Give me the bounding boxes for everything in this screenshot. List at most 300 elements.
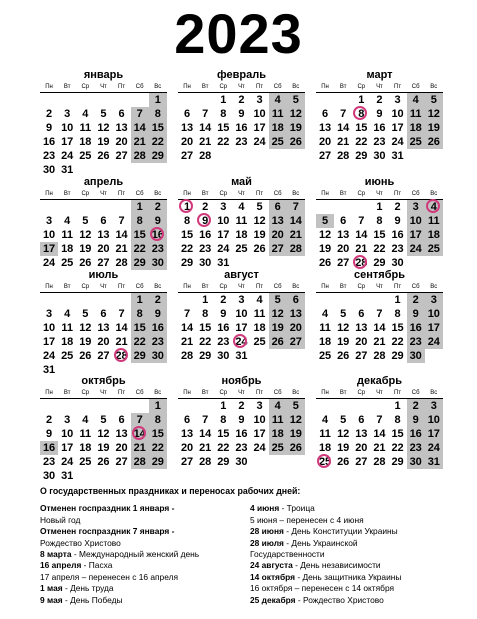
day-cell: 6 <box>358 414 365 426</box>
day-cell: 9 <box>407 413 425 427</box>
day-cell: 7 <box>202 414 209 426</box>
day-cell: 7 <box>358 215 365 227</box>
note-text: - День Украинской <box>283 537 358 548</box>
empty-cell <box>58 93 76 107</box>
weekday-label: Чт <box>376 390 383 396</box>
day-cell: 26 <box>79 350 92 362</box>
day-cell: 7 <box>184 308 191 320</box>
weekday-label: Пн <box>183 191 191 197</box>
day-cell: 20 <box>180 442 194 454</box>
day-cell: 9 <box>238 108 245 120</box>
day-cell: 13 <box>318 122 332 134</box>
day-cell: 25 <box>79 150 92 162</box>
day-cell: 10 <box>61 122 74 134</box>
day-cell: 14 <box>373 428 386 440</box>
weekday-label: Сб <box>135 284 144 290</box>
note-text: Новый год <box>40 514 81 525</box>
month-name: ноябрь <box>221 375 262 387</box>
day-cell: 25 <box>318 350 332 362</box>
day-cell: 23 <box>42 150 56 162</box>
empty-cell <box>196 93 214 107</box>
holiday-day-cell: 28 <box>352 256 370 270</box>
day-cell: 9 <box>376 108 383 120</box>
day-cell: 21 <box>199 442 212 454</box>
weekday-label: Ср <box>357 390 366 396</box>
day-cell: 17 <box>407 228 425 242</box>
day-cell: 21 <box>131 135 149 149</box>
day-cell: 7 <box>131 107 149 121</box>
day-cell: 27 <box>355 456 368 468</box>
day-cell: 23 <box>149 242 167 256</box>
note-line <box>250 560 460 571</box>
day-cell: 11 <box>269 107 287 121</box>
day-cell: 1 <box>376 201 383 213</box>
day-cell: 16 <box>235 122 248 134</box>
day-cell: 9 <box>238 414 245 426</box>
day-cell: 9 <box>46 122 53 134</box>
day-cell: 22 <box>149 441 167 455</box>
day-cell: 12 <box>337 322 350 334</box>
day-cell: 4 <box>322 308 329 320</box>
day-cell: 28 <box>180 350 194 362</box>
day-cell: 5 <box>287 399 305 413</box>
weekday-label: Ср <box>81 390 90 396</box>
month-block <box>178 268 305 363</box>
weekday-label: Пн <box>183 284 191 290</box>
day-cell: 27 <box>97 257 110 269</box>
day-cell: 12 <box>337 428 350 440</box>
weekday-label: Чт <box>238 284 245 290</box>
holiday-day-cell: 16 <box>149 228 167 242</box>
day-cell: 5 <box>340 308 347 320</box>
day-cell: 3 <box>64 108 71 120</box>
day-cell: 19 <box>425 121 443 135</box>
day-cell: 29 <box>149 455 167 469</box>
day-cell: 4 <box>256 294 263 306</box>
day-cell: 20 <box>355 442 368 454</box>
note-line <box>250 583 460 594</box>
note-text: - День независимости <box>292 560 381 571</box>
day-cell: 13 <box>337 229 350 241</box>
day-cell: 30 <box>391 257 404 269</box>
day-cell: 5 <box>340 414 347 426</box>
day-cell: 16 <box>149 321 167 335</box>
day-cell: 24 <box>391 136 404 148</box>
day-cell: 5 <box>82 308 89 320</box>
day-cell: 10 <box>407 214 425 228</box>
note-text: 16 октября – перенесен с 14 октября <box>250 583 395 594</box>
day-cell: 8 <box>394 414 401 426</box>
day-cell: 16 <box>407 321 425 335</box>
weekday-label: Вт <box>201 84 209 90</box>
day-cell: 12 <box>79 322 92 334</box>
day-grid <box>178 93 305 163</box>
weekday-header <box>40 82 167 93</box>
day-cell: 4 <box>64 215 71 227</box>
day-cell: 18 <box>269 427 287 441</box>
day-cell: 3 <box>425 293 443 307</box>
weekday-label: Вт <box>63 390 71 396</box>
day-cell: 8 <box>149 107 167 121</box>
weekday-label: Вт <box>339 390 347 396</box>
day-cell: 17 <box>40 242 58 256</box>
day-cell: 2 <box>238 94 245 106</box>
day-cell: 29 <box>131 349 149 363</box>
weekday-label: Пн <box>321 390 329 396</box>
day-cell: 1 <box>131 293 149 307</box>
day-cell: 21 <box>355 243 368 255</box>
month-block <box>40 268 167 377</box>
day-cell: 26 <box>97 456 110 468</box>
note-text: - Троица <box>279 503 315 514</box>
weekday-label: Пн <box>321 84 329 90</box>
day-cell: 14 <box>199 428 212 440</box>
month-name: май <box>231 176 252 188</box>
day-cell: 29 <box>199 350 212 362</box>
day-cell: 30 <box>149 349 167 363</box>
day-cell: 3 <box>238 294 245 306</box>
note-line <box>250 549 460 560</box>
weekday-header <box>178 82 305 93</box>
day-cell: 10 <box>235 308 248 320</box>
weekday-label: Пт <box>256 191 264 197</box>
weekday-label: Чт <box>238 84 245 90</box>
day-cell: 27 <box>180 456 194 468</box>
weekday-label: Чт <box>238 191 245 197</box>
empty-cell <box>131 93 149 107</box>
day-cell: 1 <box>394 294 401 306</box>
weekday-label: Вт <box>201 191 209 197</box>
day-cell: 3 <box>46 215 53 227</box>
day-cell: 2 <box>238 400 245 412</box>
notes-right-column <box>250 503 460 606</box>
note-text: - День защитника Украины <box>295 571 402 582</box>
day-cell: 11 <box>425 214 443 228</box>
weekday-label: Вс <box>154 84 162 90</box>
day-cell: 6 <box>118 414 125 426</box>
weekday-label: Чт <box>100 84 107 90</box>
note-text: Рождество Христово <box>40 537 121 548</box>
weekday-label: Вт <box>63 84 71 90</box>
day-cell: 13 <box>355 428 368 440</box>
day-cell: 6 <box>287 293 305 307</box>
weekday-label: Пт <box>394 284 402 290</box>
day-cell: 4 <box>238 201 245 213</box>
day-cell: 8 <box>220 414 227 426</box>
day-grid <box>40 93 167 177</box>
day-cell: 28 <box>131 149 149 163</box>
day-cell: 6 <box>269 200 287 214</box>
day-cell: 21 <box>373 336 386 348</box>
day-cell: 29 <box>355 150 368 162</box>
day-cell: 16 <box>217 322 230 334</box>
day-cell: 18 <box>269 121 287 135</box>
empty-cell <box>370 399 388 413</box>
notes-left-column <box>40 503 250 606</box>
empty-cell <box>352 293 370 307</box>
day-cell: 13 <box>115 428 128 440</box>
day-cell: 21 <box>115 243 128 255</box>
day-cell: 29 <box>180 257 194 269</box>
weekday-label: Вт <box>339 191 347 197</box>
holiday-day-cell: 25 <box>316 455 334 469</box>
weekday-header <box>40 189 167 200</box>
day-cell: 25 <box>269 135 287 149</box>
day-cell: 7 <box>376 414 383 426</box>
day-cell: 13 <box>287 307 305 321</box>
empty-cell <box>178 93 196 107</box>
weekday-label: Пт <box>394 390 402 396</box>
weekday-label: Вс <box>430 84 438 90</box>
day-cell: 20 <box>337 243 350 255</box>
day-cell: 25 <box>407 135 425 149</box>
day-cell: 30 <box>235 456 248 468</box>
day-cell: 20 <box>355 336 368 348</box>
weekday-label: Чт <box>376 284 383 290</box>
weekday-label: Пн <box>45 84 53 90</box>
day-cell: 12 <box>79 229 92 241</box>
day-cell: 27 <box>97 350 110 362</box>
day-cell: 17 <box>391 122 404 134</box>
day-cell: 14 <box>180 322 194 334</box>
note-date: 4 июня <box>250 503 280 514</box>
weekday-label: Вт <box>339 84 347 90</box>
day-cell: 12 <box>287 107 305 121</box>
month-name: сентябрь <box>354 269 405 281</box>
day-cell: 28 <box>373 350 386 362</box>
day-cell: 12 <box>253 215 266 227</box>
day-cell: 18 <box>253 322 266 334</box>
day-cell: 28 <box>131 455 149 469</box>
weekday-label: Вс <box>430 284 438 290</box>
empty-cell <box>334 93 352 107</box>
note-text: - Рождество Христово <box>295 594 384 605</box>
day-cell: 15 <box>355 122 368 134</box>
weekday-label: Пт <box>394 191 402 197</box>
day-cell: 21 <box>131 441 149 455</box>
day-cell: 6 <box>118 108 125 120</box>
weekday-label: Сб <box>135 191 144 197</box>
day-cell: 25 <box>235 243 248 255</box>
day-cell: 8 <box>202 308 209 320</box>
month-name: март <box>366 69 393 81</box>
note-line <box>40 583 250 594</box>
note-date: 14 октября <box>250 571 296 582</box>
day-cell: 18 <box>425 228 443 242</box>
day-cell: 14 <box>131 121 149 135</box>
day-cell: 15 <box>149 427 167 441</box>
month-block <box>316 374 443 469</box>
weekday-label: Сб <box>273 390 282 396</box>
empty-cell <box>76 399 94 413</box>
day-cell: 6 <box>322 108 329 120</box>
empty-cell <box>316 293 334 307</box>
weekday-label: Сб <box>411 390 420 396</box>
note-text: - День Победы <box>62 594 123 605</box>
day-cell: 18 <box>318 442 332 454</box>
day-cell: 4 <box>269 93 287 107</box>
day-cell: 2 <box>149 200 167 214</box>
empty-cell <box>178 293 196 307</box>
day-cell: 28 <box>373 456 386 468</box>
day-cell: 21 <box>337 136 350 148</box>
weekday-label: Чт <box>376 191 383 197</box>
day-cell: 15 <box>149 121 167 135</box>
day-cell: 3 <box>46 308 53 320</box>
day-cell: 10 <box>42 322 56 334</box>
day-cell: 16 <box>199 229 212 241</box>
day-cell: 13 <box>355 322 368 334</box>
day-cell: 27 <box>180 150 194 162</box>
day-cell: 2 <box>407 293 425 307</box>
month-block <box>316 175 443 270</box>
day-grid <box>316 200 443 270</box>
day-cell: 1 <box>220 400 227 412</box>
day-cell: 5 <box>100 108 107 120</box>
day-cell: 16 <box>42 136 56 148</box>
day-cell: 15 <box>131 228 149 242</box>
empty-cell <box>370 293 388 307</box>
weekday-label: Ср <box>219 284 228 290</box>
month-name: октябрь <box>81 375 126 387</box>
day-cell: 15 <box>217 428 230 440</box>
month-block <box>316 268 443 363</box>
note-line <box>250 503 460 514</box>
weekday-label: Пт <box>256 390 264 396</box>
empty-cell <box>40 293 58 307</box>
holiday-day-cell: 4 <box>425 200 443 214</box>
day-cell: 15 <box>373 229 386 241</box>
weekday-label: Пн <box>45 390 53 396</box>
day-cell: 5 <box>425 93 443 107</box>
empty-cell <box>94 399 112 413</box>
note-line <box>40 515 250 526</box>
day-cell: 18 <box>79 442 92 454</box>
day-cell: 2 <box>46 108 53 120</box>
day-cell: 2 <box>202 201 209 213</box>
month-block <box>178 68 305 163</box>
day-cell: 10 <box>391 108 404 120</box>
day-cell: 17 <box>61 136 74 148</box>
empty-cell <box>94 93 112 107</box>
day-cell: 29 <box>373 257 386 269</box>
weekday-label: Вс <box>430 390 438 396</box>
note-line <box>40 595 250 606</box>
day-cell: 6 <box>184 108 191 120</box>
day-cell: 13 <box>97 229 110 241</box>
empty-cell <box>58 399 76 413</box>
month-name: август <box>224 269 259 281</box>
note-date: 16 апреля <box>40 560 82 571</box>
weekday-label: Сб <box>135 84 144 90</box>
year-title: 2023 <box>174 2 303 65</box>
day-cell: 5 <box>316 214 334 228</box>
day-cell: 19 <box>337 442 350 454</box>
day-cell: 19 <box>287 427 305 441</box>
day-cell: 9 <box>46 428 53 440</box>
day-cell: 3 <box>64 414 71 426</box>
empty-cell <box>316 93 334 107</box>
day-cell: 16 <box>391 229 404 241</box>
day-cell: 3 <box>256 400 263 412</box>
day-cell: 2 <box>376 94 383 106</box>
day-cell: 17 <box>42 336 56 348</box>
day-cell: 3 <box>256 94 263 106</box>
day-cell: 2 <box>46 414 53 426</box>
day-cell: 31 <box>235 350 248 362</box>
weekday-label: Ср <box>357 284 366 290</box>
day-cell: 23 <box>235 442 248 454</box>
day-cell: 19 <box>269 321 287 335</box>
empty-cell <box>178 399 196 413</box>
day-cell: 14 <box>199 122 212 134</box>
day-cell: 12 <box>287 413 305 427</box>
day-cell: 17 <box>217 229 230 241</box>
weekday-label: Пт <box>118 191 126 197</box>
day-cell: 6 <box>340 215 347 227</box>
day-cell: 4 <box>82 108 89 120</box>
day-cell: 22 <box>217 136 230 148</box>
day-cell: 21 <box>199 136 212 148</box>
day-cell: 4 <box>64 308 71 320</box>
day-cell: 16 <box>407 427 425 441</box>
note-date: Отменен госпраздник 1 января - <box>40 503 175 514</box>
day-grid <box>40 399 167 483</box>
day-cell: 15 <box>199 322 212 334</box>
day-cell: 24 <box>253 136 266 148</box>
day-cell: 23 <box>373 136 386 148</box>
day-cell: 8 <box>376 215 383 227</box>
notes-title: О государственных праздниках и переносах рабочих дней: <box>40 486 301 496</box>
empty-cell <box>352 399 370 413</box>
day-cell: 27 <box>287 335 305 349</box>
day-cell: 23 <box>199 243 212 255</box>
day-cell: 24 <box>253 442 266 454</box>
day-cell: 15 <box>180 229 194 241</box>
day-cell: 25 <box>61 350 74 362</box>
weekday-label: Чт <box>238 390 245 396</box>
note-line <box>250 515 460 526</box>
empty-cell <box>76 200 94 214</box>
day-cell: 12 <box>269 307 287 321</box>
holiday-day-cell: 24 <box>232 335 250 349</box>
day-cell: 19 <box>97 136 110 148</box>
day-cell: 26 <box>79 257 92 269</box>
day-cell: 1 <box>131 200 149 214</box>
weekday-label: Вс <box>154 390 162 396</box>
day-cell: 23 <box>391 243 404 255</box>
day-cell: 10 <box>425 307 443 321</box>
day-cell: 27 <box>115 456 128 468</box>
day-cell: 24 <box>61 456 74 468</box>
day-cell: 5 <box>269 293 287 307</box>
day-cell: 17 <box>425 427 443 441</box>
weekday-label: Вс <box>292 191 300 197</box>
empty-cell <box>352 200 370 214</box>
weekday-label: Чт <box>100 284 107 290</box>
note-line <box>40 560 250 571</box>
weekday-header <box>178 388 305 399</box>
note-text: 17 апреля – перенесен с 16 апреля <box>40 571 179 582</box>
day-cell: 26 <box>253 243 266 255</box>
day-cell: 10 <box>61 428 74 440</box>
weekday-label: Вт <box>339 284 347 290</box>
day-cell: 18 <box>61 336 74 348</box>
day-cell: 4 <box>82 414 89 426</box>
day-cell: 30 <box>42 470 56 482</box>
day-cell: 13 <box>269 214 287 228</box>
weekday-label: Вт <box>63 284 71 290</box>
